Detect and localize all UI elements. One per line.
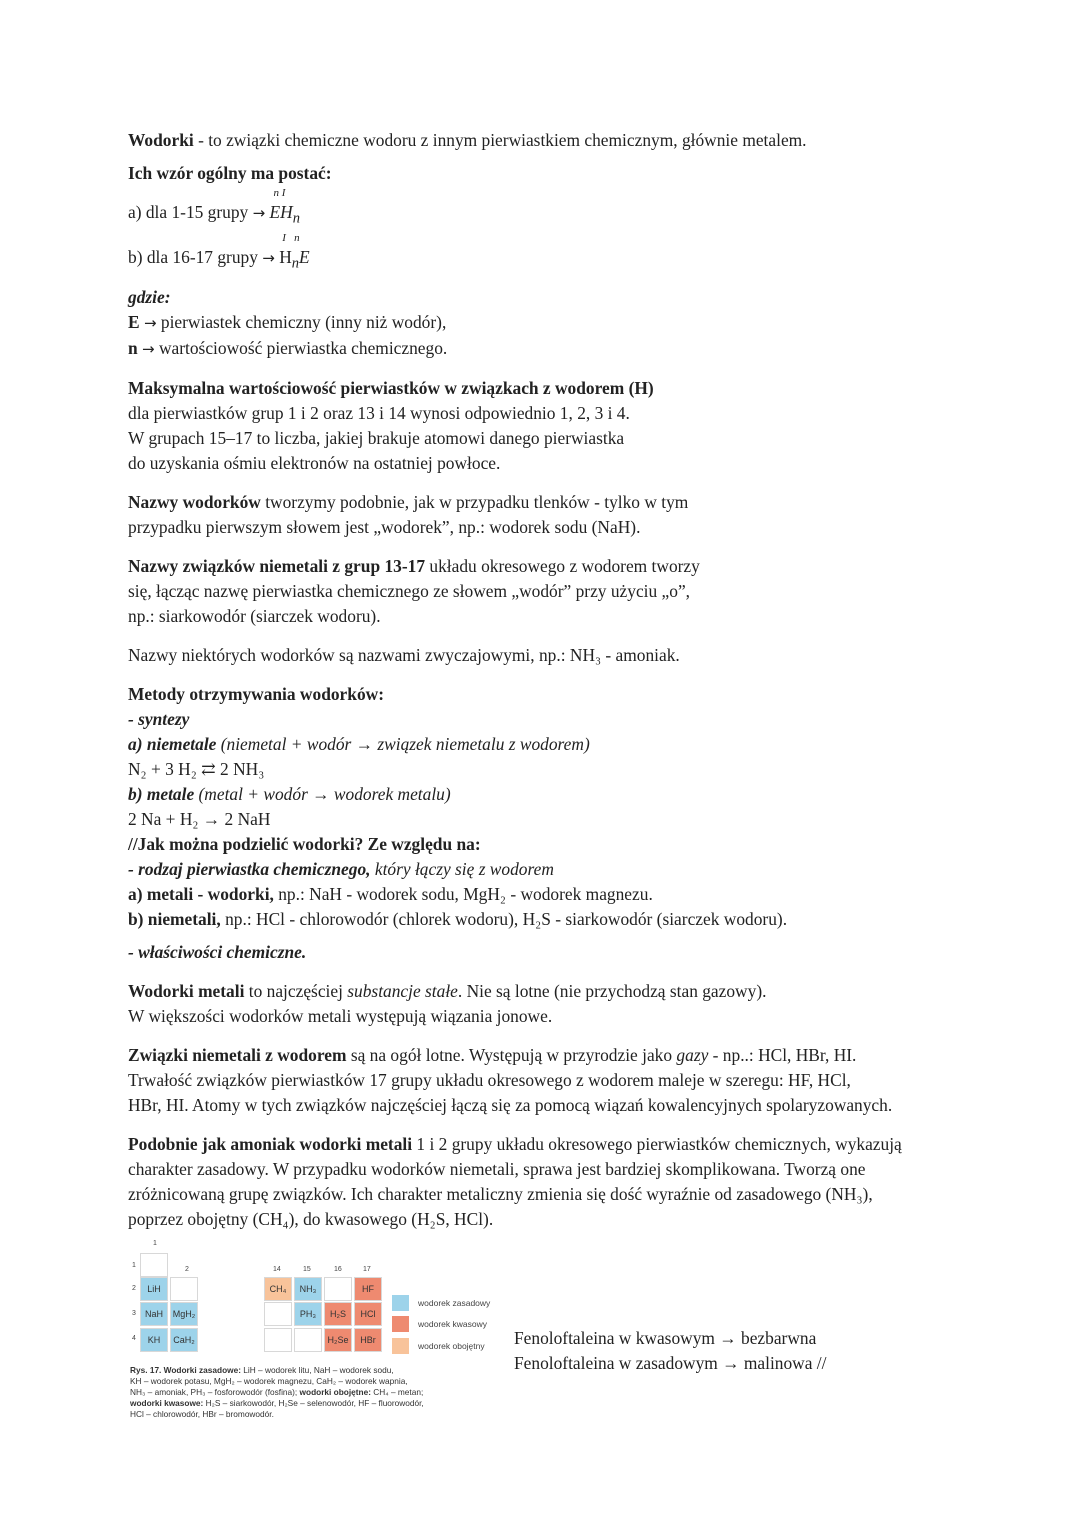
cell-kh: KH [140, 1328, 168, 1352]
where-heading: gdzie: [128, 286, 171, 307]
period-label: 2 [132, 1285, 136, 1292]
group-label: 16 [334, 1266, 342, 1273]
max-valence-heading: Maksymalna wartościowość pierwiastków w związkach z wodorem (H) [128, 377, 654, 398]
metal-hydrides: Wodorki metali to najczęściej substancje stałe. Nie są lotne (nie przychodzą stan gazowy). [128, 980, 767, 1001]
formula-case-a: a) dla 1-15 grupy → n I $EH_n$ [128, 200, 958, 231]
arrow-icon: → [262, 249, 275, 268]
where-e: E → pierwiastek chemiczny (inny niż wodór), [128, 311, 447, 332]
arrow-icon: → [143, 313, 157, 332]
empty-cell [294, 1328, 322, 1352]
empty-cell [324, 1277, 352, 1301]
group-label: 15 [303, 1266, 311, 1273]
hydride-names: Nazwy wodorków tworzymy podobnie, jak w przypadku tlenków - tylko w tym [128, 491, 689, 512]
notes-page: Wodorki - to związki chemiczne wodoru z innym pierwiastkiem chemicznym, głównie metalem. Ich wzór ogólny ma postać: a) dla 1-15 grupy → n I $EH_n$ b) dla 16-17 grupy → I n $H_nE$ gdzie: E → pierwiastek chemiczny (inny niż wodór), n → wartościowość pierwiastka chemicznego. Maksymalna wartościowość pierwiastków w związkach z wodorem (H) dla pierwiastków grup 1 i 2 oraz 13 i 14 wynosi odpowiednio 1, 2, 3 i 4. W grupach 15–17 to liczba, jakiej brakuje atomowi danego pierwiastka do uzyskania ośmiu elektronów na ostatniej powłoce. Nazwy wodorków tworzymy podobnie, jak w przypadku tlenków - tylko w tym przypadku pierwszym słowem jest „wodorek”, np.: wodorek sodu (NaH). Nazwy związków niemetali z grup 13-17 układu okresowego z wodorem tworzy się, łącząc nazwę pierwiastka chemicznego ze słowem „wodór” przy użyciu „o”, np.: siarkowodór (siarczek wodoru). Nazwy niektórych wodorków są nazwami zwyczajowymi, np.: NH₃ - amoniak. Metody otrzymywania wodorków: - syntezy a) niemetale (niemetal + wodór → związek niemetalu z wodorem) N₂ + 3 H₂ ⇄ 2 NH₃ b) metale (metal + wodór → wodorek metalu) 2 Na + H₂ → 2 NaH //Jak można podzielić wodorki? Ze względu na: - rodzaj pierwiastka chemicznego, który łączy się z wodorem a) metali - wodorki, np.: NaH - wodorek sodu, MgH₂ - wodorek magnezu. b) niemetali, np.: HCl - chlorowodór (chlorek wodoru), H₂S - siarkowodór (siarczek wodoru). - właściwości chemiczne. Wodorki metali to najczęściej substancje stałe. Nie są lotne (nie przychodzą stan gazowy). W większości wodorków metali występują wiązania jonowe. Związki niemetali z wodorem są na ogół lotne. Występują w przyrodzie jako gazy - np..: HCl, HBr, HI. Trwałość związków pierwiastków 17 grupy układu okresowego z wodorem maleje w szeregu: HF, HCl, HBr, HI. Atomy w tych związków najczęściej łączą się za pomocą wiązań kowalencyjnych spolaryzowanych. Podobnie jak amoniak wodorki metali 1 i 2 grupy układu okresowego pierwiastków chemicznych, wykazują charakter zasadowy. W przypadku wodorków niemetali, sprawa jest bardziej skomplikowana. Tworzą one zróżnicowaną grupę związków. Ich charakter metaliczny zmienia się dość wyraźnie od zasadowego (NH₃), poprzez obojętny (CH₄), do kwasowego (H₂S, HCl). [128, 128, 958, 1232]
cell-cah2: CaH₂ [170, 1328, 198, 1352]
legend-acidic: wodorek kwasowy [418, 1319, 487, 1329]
cell-hcl: HCl [354, 1302, 382, 1326]
cell-ph3: PH₃ [294, 1302, 322, 1326]
legend-neutral: wodorek obojętny [418, 1341, 485, 1351]
empty-cell [264, 1328, 292, 1352]
cell-h2se: H₂Se [324, 1328, 352, 1352]
legend-basic: wodorek zasadowy [418, 1298, 491, 1308]
cell-lih: LiH [140, 1277, 168, 1301]
period-label: 3 [132, 1310, 136, 1317]
cell-nah: NaH [140, 1302, 168, 1326]
cell-nh3: NH₃ [294, 1277, 322, 1301]
legend-swatch-neutral [392, 1338, 409, 1354]
definition: Wodorki - to związki chemiczne wodoru z innym pierwiastkiem chemicznym, głównie metalem. [128, 130, 807, 150]
hydride-periodic-figure [128, 1240, 508, 1434]
cell-hbr: HBr [354, 1328, 382, 1352]
legend-swatch-basic [392, 1295, 409, 1311]
formula-case-b: b) dla 16-17 grupy → I n $H_nE$ [128, 245, 958, 276]
division-heading: //Jak można podzielić wodorki? Ze względu na: [128, 833, 481, 854]
cell-ch4: CH₄ [264, 1277, 292, 1301]
arrow-icon: → [142, 339, 155, 358]
cell-h2s: H₂S [324, 1302, 352, 1326]
group-label: 17 [363, 1266, 371, 1273]
cell-mgh2: MgH₂ [170, 1302, 198, 1326]
division-criterion-2: - właściwości chemiczne. [128, 941, 307, 962]
hydride-character: Podobnie jak amoniak wodorki metali 1 i 2 grupy układu okresowego pierwiastków chemicznych, wykazują [128, 1133, 902, 1154]
period-label: 4 [132, 1335, 136, 1342]
empty-cell [170, 1277, 198, 1301]
legend-swatch-acidic [392, 1316, 409, 1332]
period-label: 1 [132, 1262, 136, 1269]
indicator-notes [514, 1326, 826, 1376]
nonmetal-names: Nazwy związków niemetali z grup 13-17 układu okresowego z wodorem tworzy [128, 555, 700, 576]
formula-hne: I n $H_nE$ [279, 232, 310, 272]
general-formula-heading: Ich wzór ogólny ma postać: [128, 163, 332, 183]
empty-cell [140, 1253, 168, 1277]
division-criterion-1: - rodzaj pierwiastka chemicznego, który łączy się z wodorem [128, 858, 554, 879]
group-label: 2 [185, 1266, 189, 1273]
reaction-b: 2 Na + H₂ → 2 NaH [128, 808, 271, 829]
reaction-a: N₂ + 3 H₂ ⇄ 2 NH₃ [128, 758, 265, 779]
group-label: 14 [273, 1266, 281, 1273]
formula-eh: n I $EH_n$ [269, 187, 300, 227]
arrow-icon: → [252, 204, 266, 222]
indicator-base: Fenoloftaleina w zasadowym → malinowa // [514, 1353, 827, 1373]
method-a: a) niemetale (niemetal + wodór → związek niemetalu z wodorem) [128, 733, 590, 754]
common-names: Nazwy niektórych wodorków są nazwami zwyczajowymi, np.: NH₃ - amoniak. [128, 644, 680, 665]
nonmetal-compounds: Związki niemetali z wodorem są na ogół lotne. Występują w przyrodzie jako gazy - np..: HCl, HBr, HI. [128, 1044, 857, 1065]
figure-caption: Rys. 17. Wodorki zasadowe: LiH – wodorek litu, NaH – wodorek sodu, KH – wodorek potasu, MgH₂ – wodorek magnezu, CaH₂ – wodorek wapnia, NH₃ – amoniak, PH₃ – fosforowodór (fosfina); wodorki obojętne: CH₄ – metan; wodorki kwasowe: H₂S – siarkowodór, H₂Se – selenowodór, HF – fluorowodór, HCl – chlorowodór, HBr – bromowodór. [130, 1365, 424, 1419]
methods-heading: Metody otrzymywania wodorków: [128, 683, 384, 704]
cell-hf: HF [354, 1277, 382, 1301]
where-n: n → wartościowość pierwiastka chemicznego. [128, 337, 448, 358]
method-b: b) metale (metal + wodór → wodorek metalu) [128, 783, 451, 804]
group-label: 1 [153, 1240, 157, 1247]
empty-cell [264, 1302, 292, 1326]
indicator-acid: Fenoloftaleina w kwasowym → bezbarwna [514, 1328, 817, 1348]
